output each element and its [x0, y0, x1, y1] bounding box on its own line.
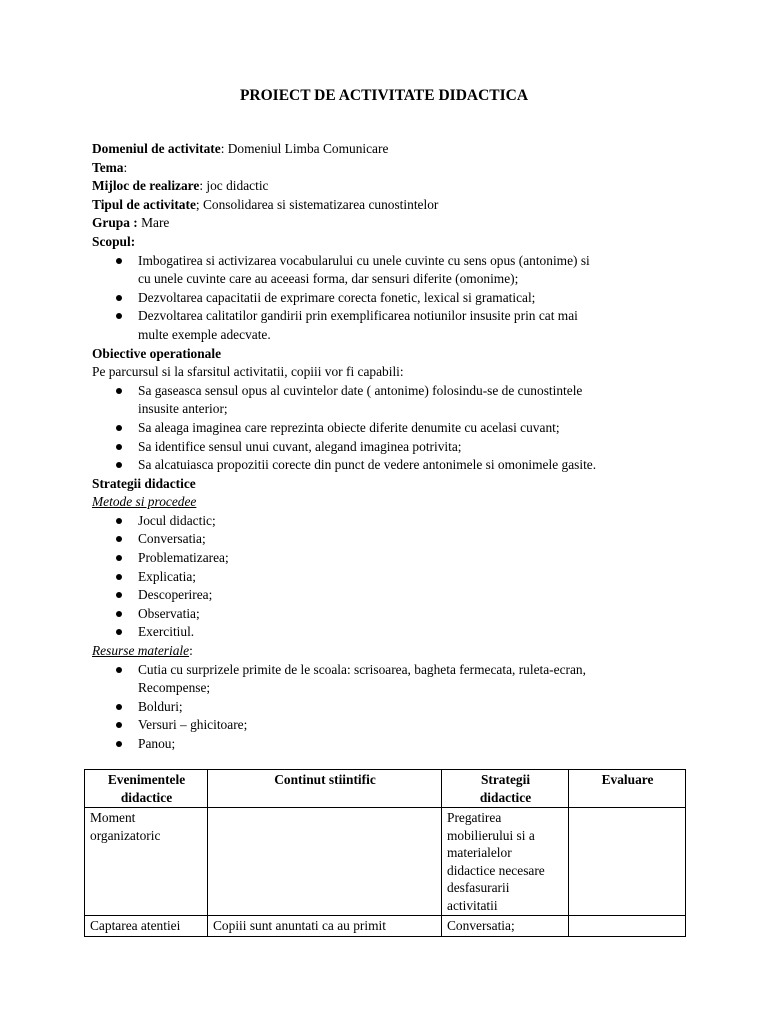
resurse-list	[92, 661, 680, 754]
list-item-line: Panou;	[138, 736, 176, 751]
field-domeniu-label: Domeniul de activitate	[92, 141, 221, 156]
table-header-row	[85, 770, 686, 808]
list-item	[92, 438, 680, 457]
table-cell	[442, 916, 569, 937]
cell-line: didactice	[120, 789, 173, 805]
list-item	[92, 698, 680, 717]
field-mijloc-value: : joc didactic	[199, 178, 269, 194]
field-mijloc	[92, 177, 680, 196]
cell-line: materialelor	[447, 845, 512, 860]
scopul-list	[92, 252, 680, 345]
list-item	[92, 382, 680, 419]
list-item-line: cu unele cuvinte care au aceeasi forma, dar sensuri diferite (omonime);	[138, 271, 519, 287]
cell-line: activitatii	[447, 897, 498, 913]
cell-line: didactice necesare	[447, 862, 545, 878]
list-item-line: Versuri – ghicitoare;	[138, 717, 248, 733]
list-item-line: Sa alcatuiasca propozitii corecte din punct de vedere antonimele si omonimele gasite.	[138, 457, 597, 473]
list-item-line: Dezvoltarea calitatilor gandirii prin exemplificarea notiunilor insusite prin cat mai	[138, 308, 578, 324]
list-item	[92, 661, 680, 698]
table-header-cell	[208, 770, 442, 808]
cell-line: Captarea atentiei	[90, 918, 181, 933]
field-grupa-value: Mare	[137, 215, 170, 231]
list-item-line: Sa identifice sensul unui cuvant, alegand imaginea potrivita;	[138, 438, 462, 454]
cell-line: didactice	[479, 789, 532, 805]
list-item: Problematizarea;	[92, 549, 680, 568]
list-item: Jocul didactic;	[92, 512, 680, 531]
list-item	[92, 307, 680, 344]
list-item	[92, 456, 680, 475]
table-cell	[442, 808, 569, 916]
list-item	[92, 735, 680, 754]
list-item	[92, 252, 680, 289]
list-item-line: Bolduri;	[138, 698, 183, 714]
list-item: Descoperirea;	[92, 586, 680, 605]
cell-line: Moment	[90, 810, 136, 825]
resurse-heading: Resurse materiale	[92, 643, 190, 659]
cell-line: Conversatia;	[447, 918, 515, 933]
field-grupa-label: Grupa :	[92, 215, 138, 231]
list-item-line: Cutia cu surprizele primite de le scoala: scrisoarea, bagheta fermecata, ruleta-ecran,	[138, 661, 586, 677]
resurse-heading-colon: :	[189, 643, 193, 659]
cell-line: mobilierului si a	[447, 827, 535, 843]
field-tema-label: Tema	[92, 159, 124, 175]
list-item-line: Dezvoltarea capacitatii de exprimare corecta fonetic, lexical si gramatical;	[138, 289, 536, 305]
list-item: Explicatia;	[92, 568, 680, 587]
obiective-intro: Pe parcursul si la sfarsitul activitatii, copiii vor fi capabili:	[92, 364, 404, 380]
list-item-line: insusite anterior;	[138, 401, 228, 417]
field-tipul	[92, 196, 680, 215]
field-domeniu	[92, 140, 680, 159]
field-mijloc-label: Mijloc de realizare	[92, 178, 200, 194]
resurse-heading-line	[92, 642, 680, 661]
cell-line: Evenimentele	[107, 772, 186, 787]
field-domeniu-value: : Domeniul Limba Comunicare	[220, 141, 389, 156]
field-tema	[92, 159, 680, 178]
cell-line: Copiii sunt anuntati ca au primit	[213, 918, 386, 933]
obiective-heading: Obiective operationale	[92, 345, 222, 361]
cell-line: organizatoric	[90, 827, 161, 843]
table-cell	[208, 916, 442, 937]
table-cell	[569, 916, 686, 937]
page-title: PROIECT DE ACTIVITATE DIDACTICA	[239, 87, 529, 104]
table-header-cell	[85, 770, 208, 808]
cell-line: Strategii	[480, 772, 531, 787]
document-body	[92, 140, 680, 754]
list-item: Observatia;	[92, 605, 680, 624]
activity-table	[84, 769, 686, 937]
list-item	[92, 716, 680, 735]
field-tema-value: :	[123, 159, 128, 175]
list-item-line: Recompense;	[138, 680, 211, 696]
cell-line: desfasurarii	[447, 880, 510, 895]
list-item-line: Imbogatirea si activizarea vocabularului cu unele cuvinte cu sens opus (antonime) si	[138, 252, 590, 268]
scopul-heading: Scopul:	[92, 233, 136, 249]
metode-list	[92, 512, 680, 642]
obiective-list	[92, 382, 680, 475]
table-cell	[569, 808, 686, 916]
list-item-line: Sa aleaga imaginea care reprezinta obiecte diferite denumite cu acelasi cuvant;	[138, 419, 560, 435]
cell-line: Evaluare	[601, 772, 654, 787]
field-tipul-value: ; Consolidarea si sistematizarea cunostintelor	[195, 196, 439, 212]
table-cell	[208, 808, 442, 916]
table-row	[85, 916, 686, 937]
list-item: Exercitiul.	[92, 623, 680, 642]
list-item-line: multe exemple adecvate.	[138, 326, 271, 342]
list-item	[92, 289, 680, 308]
field-grupa	[92, 214, 680, 233]
strategii-heading: Strategii didactice	[92, 475, 196, 491]
field-tipul-label: Tipul de activitate	[92, 196, 196, 212]
list-item: Conversatia;	[92, 530, 680, 549]
table-row	[85, 808, 686, 916]
table-cell	[85, 808, 208, 916]
metode-heading: Metode si procedee	[92, 494, 197, 510]
table-cell	[85, 916, 208, 937]
cell-line: Continut stiintific	[274, 772, 376, 787]
list-item	[92, 419, 680, 438]
table-header-cell	[442, 770, 569, 808]
table-header-cell	[569, 770, 686, 808]
list-item-line: Sa gaseasca sensul opus al cuvintelor date ( antonime) folosindu-se de cunostintele	[138, 382, 583, 398]
cell-line: Pregatirea	[447, 810, 502, 825]
